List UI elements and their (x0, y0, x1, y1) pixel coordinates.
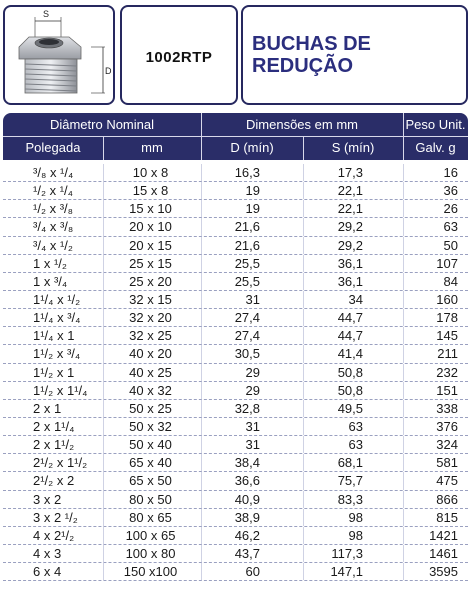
column-divider (403, 454, 404, 471)
cell-peso: 26 (443, 201, 458, 217)
cell-peso: 145 (436, 328, 458, 344)
cell-peso: 232 (436, 364, 458, 380)
column-divider (403, 327, 404, 344)
cell-d: 27,4 (234, 328, 260, 344)
column-divider (403, 273, 404, 290)
table-row (3, 218, 468, 236)
table-row (3, 182, 468, 200)
column-divider (201, 436, 202, 453)
table-row (3, 364, 468, 382)
cell-polegada: ³/₄ x ¹/₂ (33, 237, 73, 253)
cell-polegada: 4 x 3 (33, 545, 62, 561)
cell-mm: 100 x 65 (125, 527, 176, 543)
column-divider (403, 400, 404, 417)
table-row (3, 291, 468, 309)
cell-d: 30,5 (234, 346, 260, 362)
column-divider (103, 218, 104, 235)
cell-d: 38,4 (234, 455, 260, 471)
column-divider (403, 382, 404, 399)
cell-d: 31 (245, 437, 260, 453)
header-dimensions: Dimensões em mm (246, 117, 358, 132)
column-divider (303, 345, 304, 362)
table-body (3, 164, 468, 581)
column-divider (403, 545, 404, 562)
cell-peso: 1461 (429, 545, 458, 561)
cell-d: 21,6 (234, 219, 260, 235)
table-row (3, 563, 468, 581)
column-divider (201, 237, 202, 254)
column-divider (403, 364, 404, 381)
column-divider (201, 327, 202, 344)
header-polegada: Polegada (25, 140, 81, 155)
column-divider (303, 400, 304, 417)
cell-s: 36,1 (337, 273, 363, 289)
table-row (3, 164, 468, 182)
column-divider (403, 527, 404, 544)
column-divider (303, 382, 304, 399)
cell-polegada: 2¹/₂ x 1¹/₂ (33, 455, 88, 471)
product-image-box (3, 5, 115, 105)
table-row (3, 345, 468, 363)
column-divider (403, 418, 404, 435)
header-sep (403, 113, 404, 160)
cell-s: 17,3 (337, 165, 363, 180)
cell-peso: 151 (436, 382, 458, 398)
dim-s-label: S (43, 9, 50, 19)
column-divider (201, 491, 202, 508)
cell-peso: 815 (436, 509, 458, 525)
cell-peso: 84 (443, 273, 458, 289)
column-divider (103, 400, 104, 417)
table-row (3, 382, 468, 400)
column-divider (103, 164, 104, 181)
column-divider (201, 418, 202, 435)
cell-mm: 100 x 80 (125, 545, 176, 561)
cell-mm: 50 x 40 (129, 437, 172, 453)
cell-d: 25,5 (234, 273, 260, 289)
table-row (3, 509, 468, 527)
column-divider (303, 563, 304, 580)
column-divider (103, 327, 104, 344)
product-title-box (241, 5, 468, 105)
column-divider (303, 200, 304, 217)
column-divider (201, 291, 202, 308)
column-divider (403, 309, 404, 326)
table-row (3, 309, 468, 327)
column-divider (103, 418, 104, 435)
column-divider (303, 472, 304, 489)
cell-mm: 32 x 15 (129, 291, 172, 307)
cell-s: 49,5 (337, 400, 363, 416)
cell-peso: 107 (436, 255, 458, 271)
cell-d: 16,3 (234, 165, 260, 180)
cell-polegada: 2¹/₂ x 2 (33, 473, 75, 489)
column-divider (201, 200, 202, 217)
column-divider (201, 364, 202, 381)
column-divider (403, 491, 404, 508)
cell-polegada: 1¹/₄ x ³/₄ (33, 310, 81, 326)
column-divider (303, 255, 304, 272)
column-divider (201, 472, 202, 489)
cell-d: 38,9 (234, 509, 260, 525)
table-row (3, 418, 468, 436)
cell-s: 34 (348, 291, 363, 307)
column-divider (103, 509, 104, 526)
column-divider (201, 400, 202, 417)
cell-d: 40,9 (234, 491, 260, 507)
column-divider (103, 472, 104, 489)
cell-d: 60 (245, 564, 260, 580)
table-row (3, 327, 468, 345)
dim-d-label: D (105, 66, 112, 76)
column-divider (201, 182, 202, 199)
column-divider (201, 218, 202, 235)
column-divider (303, 309, 304, 326)
column-divider (103, 382, 104, 399)
cell-mm: 40 x 25 (129, 364, 172, 380)
header-weight: Peso Unit. (405, 117, 466, 132)
cell-s: 98 (348, 527, 363, 543)
column-divider (403, 436, 404, 453)
cell-s: 75,7 (337, 473, 363, 489)
column-divider (201, 545, 202, 562)
column-divider (403, 509, 404, 526)
cell-mm: 32 x 25 (129, 328, 172, 344)
cell-mm: 25 x 20 (129, 273, 172, 289)
header-s: S (mín) (331, 140, 375, 155)
cell-peso: 324 (436, 437, 458, 453)
column-divider (103, 182, 104, 199)
cell-mm: 80 x 65 (129, 509, 172, 525)
cell-d: 25,5 (234, 255, 260, 271)
column-divider (201, 255, 202, 272)
cell-peso: 3595 (429, 564, 458, 580)
column-divider (103, 491, 104, 508)
cell-peso: 160 (436, 291, 458, 307)
cell-mm: 25 x 15 (129, 255, 172, 271)
cell-peso: 581 (436, 455, 458, 471)
product-code: 1002RTP (145, 49, 213, 66)
cell-mm: 50 x 32 (129, 418, 172, 434)
cell-peso: 178 (436, 310, 458, 326)
cell-peso: 16 (443, 165, 458, 180)
table-row (3, 255, 468, 273)
cell-s: 29,2 (337, 219, 363, 235)
cell-d: 19 (245, 183, 260, 199)
column-divider (403, 200, 404, 217)
cell-d: 29 (245, 382, 260, 398)
column-divider (103, 273, 104, 290)
column-divider (403, 345, 404, 362)
cell-d: 31 (245, 291, 260, 307)
column-divider (403, 182, 404, 199)
table-header (3, 113, 468, 160)
column-divider (201, 164, 202, 181)
table-row (3, 545, 468, 563)
column-divider (201, 273, 202, 290)
column-divider (103, 436, 104, 453)
cell-polegada: ³/₄ x ³/₈ (33, 219, 74, 235)
header-galv: Galv. g (415, 140, 456, 155)
cell-s: 68,1 (337, 455, 363, 471)
cell-polegada: 1¹/₂ x 1¹/₄ (33, 382, 88, 398)
table-row (3, 454, 468, 472)
cell-s: 44,7 (337, 328, 363, 344)
column-divider (303, 327, 304, 344)
column-divider (103, 345, 104, 362)
cell-mm: 15 x 8 (132, 183, 169, 199)
cell-mm: 20 x 15 (129, 237, 172, 253)
column-divider (303, 454, 304, 471)
column-divider (103, 255, 104, 272)
cell-s: 41,4 (337, 346, 363, 362)
cell-mm: 65 x 50 (129, 473, 172, 489)
table-row (3, 436, 468, 454)
title-line-2: REDUÇÃO (252, 55, 354, 77)
cell-d: 19 (245, 201, 260, 217)
cell-mm: 20 x 10 (129, 219, 172, 235)
product-code-box (120, 5, 238, 105)
column-divider (303, 418, 304, 435)
cell-polegada: 2 x 1 (33, 400, 62, 416)
cell-mm: 40 x 32 (129, 382, 172, 398)
column-divider (303, 509, 304, 526)
column-divider (103, 563, 104, 580)
column-divider (403, 237, 404, 254)
column-divider (403, 472, 404, 489)
column-divider (103, 454, 104, 471)
cell-s: 83,3 (337, 491, 363, 507)
column-divider (403, 218, 404, 235)
cell-polegada: 3 x 2 ¹/₂ (33, 509, 78, 525)
column-divider (303, 491, 304, 508)
bushing-diagram-icon (5, 7, 113, 103)
title-line-1: BUCHAS DE (252, 33, 371, 55)
cell-d: 46,2 (234, 527, 260, 543)
header-mm: mm (141, 140, 163, 155)
cell-peso: 1421 (429, 527, 458, 543)
column-divider (303, 218, 304, 235)
cell-polegada: ³/₈ x ¹/₄ (33, 165, 74, 180)
header-sep (103, 136, 104, 160)
column-divider (303, 545, 304, 562)
cell-polegada: ¹/₂ x ³/₈ (33, 201, 74, 217)
cell-peso: 63 (443, 219, 458, 235)
cell-d: 43,7 (234, 545, 260, 561)
column-divider (403, 255, 404, 272)
cell-peso: 475 (436, 473, 458, 489)
cell-s: 36,1 (337, 255, 363, 271)
cell-mm: 150 x100 (123, 564, 178, 580)
cell-polegada: 1 x ³/₄ (33, 273, 68, 289)
cell-polegada: 2 x 1¹/₄ (33, 418, 75, 434)
column-divider (403, 291, 404, 308)
cell-s: 50,8 (337, 382, 363, 398)
column-divider (303, 182, 304, 199)
cell-s: 98 (348, 509, 363, 525)
header-d: D (mín) (230, 140, 274, 155)
cell-peso: 338 (436, 400, 458, 416)
column-divider (303, 436, 304, 453)
cell-s: 147,1 (330, 564, 363, 580)
cell-d: 29 (245, 364, 260, 380)
header-nominal: Diâmetro Nominal (49, 117, 155, 132)
cell-polegada: 1¹/₂ x 1 (33, 364, 75, 380)
cell-polegada: 3 x 2 (33, 491, 62, 507)
cell-mm: 50 x 25 (129, 400, 172, 416)
cell-mm: 10 x 8 (132, 165, 169, 180)
table-row (3, 527, 468, 545)
cell-peso: 50 (443, 237, 458, 253)
header-sep (201, 113, 202, 160)
cell-d: 32,8 (234, 400, 260, 416)
table-row (3, 472, 468, 490)
cell-polegada: 4 x 2¹/₂ (33, 527, 75, 543)
cell-polegada: ¹/₂ x ¹/₄ (33, 183, 73, 199)
table-row (3, 200, 468, 218)
cell-d: 31 (245, 418, 260, 434)
column-divider (103, 545, 104, 562)
column-divider (403, 164, 404, 181)
cell-s: 22,1 (337, 201, 363, 217)
column-divider (103, 291, 104, 308)
column-divider (303, 237, 304, 254)
cell-s: 63 (348, 437, 363, 453)
cell-polegada: 2 x 1¹/₂ (33, 437, 75, 453)
column-divider (303, 273, 304, 290)
column-divider (303, 164, 304, 181)
column-divider (103, 200, 104, 217)
cell-mm: 40 x 20 (129, 346, 172, 362)
cell-s: 117,3 (331, 545, 363, 561)
cell-peso: 866 (436, 491, 458, 507)
column-divider (103, 309, 104, 326)
cell-polegada: 1 x ¹/₂ (33, 255, 67, 271)
cell-mm: 32 x 20 (129, 310, 172, 326)
cell-mm: 80 x 50 (129, 491, 172, 507)
cell-d: 36,6 (234, 473, 260, 489)
cell-s: 44,7 (337, 310, 363, 326)
cell-mm: 15 x 10 (129, 201, 172, 217)
column-divider (201, 309, 202, 326)
column-divider (201, 563, 202, 580)
cell-s: 29,2 (337, 237, 363, 253)
cell-s: 50,8 (337, 364, 363, 380)
cell-s: 22,1 (337, 183, 363, 199)
column-divider (201, 345, 202, 362)
table-row (3, 273, 468, 291)
cell-polegada: 1¹/₄ x 1 (33, 328, 75, 344)
cell-polegada: 6 x 4 (33, 564, 62, 580)
cell-peso: 211 (437, 346, 458, 362)
cell-mm: 65 x 40 (129, 455, 172, 471)
column-divider (201, 527, 202, 544)
column-divider (103, 527, 104, 544)
product-title (252, 33, 371, 77)
column-divider (303, 291, 304, 308)
cell-d: 27,4 (234, 310, 260, 326)
cell-s: 63 (348, 418, 363, 434)
table-row (3, 237, 468, 255)
column-divider (201, 454, 202, 471)
table-row (3, 400, 468, 418)
cell-peso: 376 (436, 418, 458, 434)
column-divider (201, 382, 202, 399)
column-divider (303, 364, 304, 381)
cell-polegada: 1¹/₄ x ¹/₂ (33, 291, 81, 307)
cell-peso: 36 (443, 183, 458, 199)
header-sep (303, 136, 304, 160)
column-divider (303, 527, 304, 544)
column-divider (103, 364, 104, 381)
column-divider (201, 509, 202, 526)
column-divider (403, 563, 404, 580)
table-row (3, 491, 468, 509)
cell-d: 21,6 (234, 237, 260, 253)
cell-polegada: 1¹/₂ x ³/₄ (33, 346, 81, 362)
column-divider (103, 237, 104, 254)
